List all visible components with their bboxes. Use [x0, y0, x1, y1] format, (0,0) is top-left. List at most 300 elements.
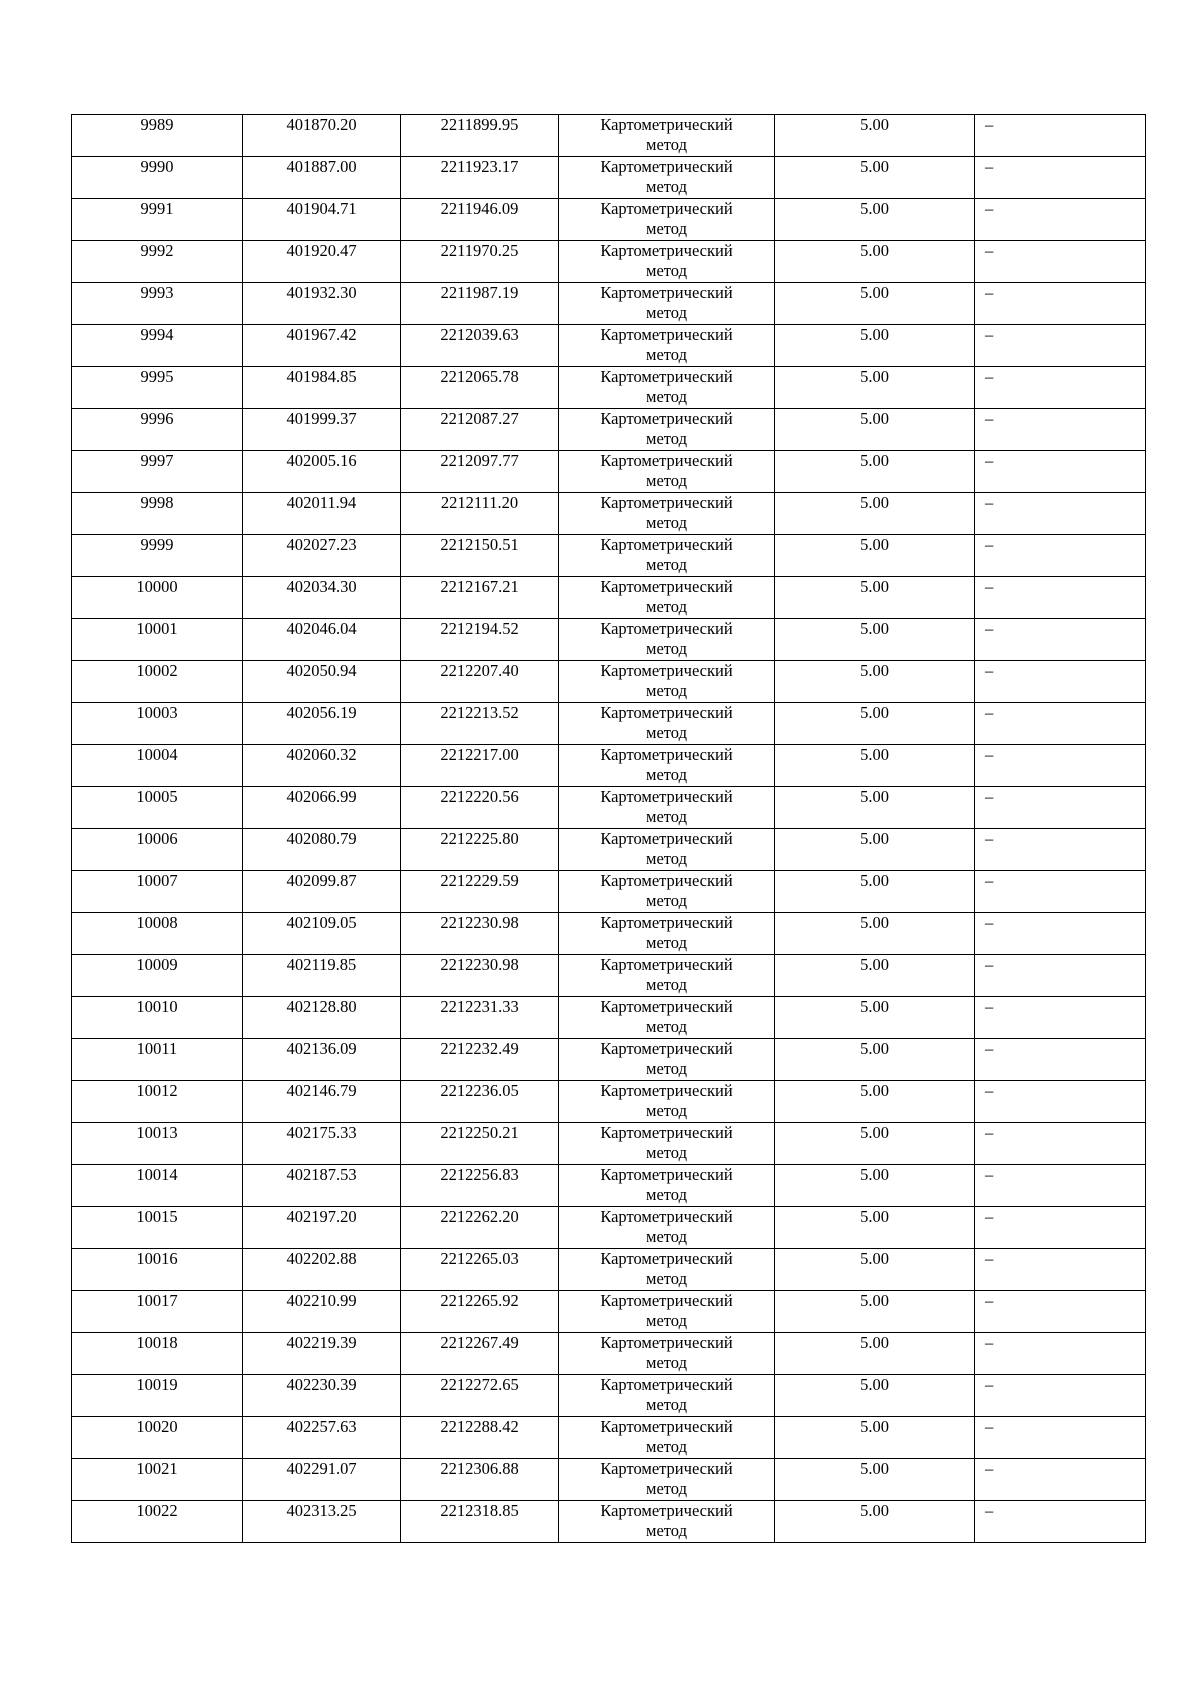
accuracy-cell: 5.00 — [775, 871, 975, 913]
x-coordinate-cell: 402050.94 — [243, 661, 401, 703]
point-number-cell: 10022 — [72, 1501, 243, 1543]
point-number-cell: 10019 — [72, 1375, 243, 1417]
method-cell — [559, 913, 775, 955]
point-number-cell: 10020 — [72, 1417, 243, 1459]
x-coordinate-cell: 402230.39 — [243, 1375, 401, 1417]
method-cell — [559, 325, 775, 367]
description-cell: – — [975, 1039, 1146, 1081]
y-coordinate-cell: 2212087.27 — [401, 409, 559, 451]
table-row — [72, 535, 1146, 577]
table-row — [72, 1207, 1146, 1249]
table-row — [72, 577, 1146, 619]
method-cell — [559, 745, 775, 787]
accuracy-cell: 5.00 — [775, 661, 975, 703]
accuracy-cell: 5.00 — [775, 535, 975, 577]
x-coordinate-cell: 402128.80 — [243, 997, 401, 1039]
x-coordinate-cell: 402056.19 — [243, 703, 401, 745]
point-number-cell: 10016 — [72, 1249, 243, 1291]
accuracy-cell: 5.00 — [775, 325, 975, 367]
y-coordinate-cell: 2211970.25 — [401, 241, 559, 283]
method-line-2: метод — [646, 387, 687, 406]
method-line-1: Картометрический — [600, 1039, 733, 1058]
y-coordinate-cell: 2211899.95 — [401, 115, 559, 157]
method-line-2: метод — [646, 1479, 687, 1498]
y-coordinate-cell: 2212318.85 — [401, 1501, 559, 1543]
description-cell: – — [975, 325, 1146, 367]
y-coordinate-cell: 2212236.05 — [401, 1081, 559, 1123]
accuracy-cell: 5.00 — [775, 1417, 975, 1459]
method-line-1: Картометрический — [600, 1165, 733, 1184]
x-coordinate-cell: 402066.99 — [243, 787, 401, 829]
table-row — [72, 493, 1146, 535]
method-line-1: Картометрический — [600, 409, 733, 428]
point-number-cell: 10010 — [72, 997, 243, 1039]
table-row — [72, 409, 1146, 451]
table-row — [72, 1165, 1146, 1207]
point-number-cell: 10015 — [72, 1207, 243, 1249]
method-line-1: Картометрический — [600, 1123, 733, 1142]
x-coordinate-cell: 402080.79 — [243, 829, 401, 871]
method-line-2: метод — [646, 219, 687, 238]
point-number-cell: 9994 — [72, 325, 243, 367]
description-cell: – — [975, 451, 1146, 493]
x-coordinate-cell: 402210.99 — [243, 1291, 401, 1333]
y-coordinate-cell: 2212262.20 — [401, 1207, 559, 1249]
method-line-2: метод — [646, 555, 687, 574]
method-line-1: Картометрический — [600, 997, 733, 1016]
table-row — [72, 199, 1146, 241]
method-line-1: Картометрический — [600, 115, 733, 134]
method-line-1: Картометрический — [600, 745, 733, 764]
accuracy-cell: 5.00 — [775, 745, 975, 787]
description-cell: – — [975, 997, 1146, 1039]
y-coordinate-cell: 2212272.65 — [401, 1375, 559, 1417]
accuracy-cell: 5.00 — [775, 1501, 975, 1543]
x-coordinate-cell: 402202.88 — [243, 1249, 401, 1291]
point-number-cell: 9995 — [72, 367, 243, 409]
y-coordinate-cell: 2212256.83 — [401, 1165, 559, 1207]
document-page — [71, 114, 1145, 1543]
method-cell — [559, 577, 775, 619]
description-cell: – — [975, 829, 1146, 871]
accuracy-cell: 5.00 — [775, 1081, 975, 1123]
method-cell — [559, 871, 775, 913]
y-coordinate-cell: 2212167.21 — [401, 577, 559, 619]
description-cell: – — [975, 577, 1146, 619]
description-cell: – — [975, 115, 1146, 157]
point-number-cell: 9999 — [72, 535, 243, 577]
method-line-2: метод — [646, 1395, 687, 1414]
y-coordinate-cell: 2211923.17 — [401, 157, 559, 199]
y-coordinate-cell: 2212194.52 — [401, 619, 559, 661]
description-cell: – — [975, 157, 1146, 199]
point-number-cell: 10011 — [72, 1039, 243, 1081]
method-cell — [559, 1375, 775, 1417]
accuracy-cell: 5.00 — [775, 367, 975, 409]
method-cell — [559, 1417, 775, 1459]
accuracy-cell: 5.00 — [775, 1291, 975, 1333]
accuracy-cell: 5.00 — [775, 787, 975, 829]
method-line-2: метод — [646, 1059, 687, 1078]
x-coordinate-cell: 402291.07 — [243, 1459, 401, 1501]
y-coordinate-cell: 2212220.56 — [401, 787, 559, 829]
method-line-2: метод — [646, 1311, 687, 1330]
point-number-cell: 10021 — [72, 1459, 243, 1501]
accuracy-cell: 5.00 — [775, 1333, 975, 1375]
method-line-1: Картометрический — [600, 157, 733, 176]
method-line-2: метод — [646, 723, 687, 742]
method-cell — [559, 955, 775, 997]
method-line-1: Картометрический — [600, 871, 733, 890]
x-coordinate-cell: 402146.79 — [243, 1081, 401, 1123]
point-number-cell: 9990 — [72, 157, 243, 199]
point-number-cell: 10001 — [72, 619, 243, 661]
table-row — [72, 1249, 1146, 1291]
table-row — [72, 955, 1146, 997]
table-row — [72, 619, 1146, 661]
table-body — [72, 115, 1146, 1543]
description-cell: – — [975, 1207, 1146, 1249]
method-line-2: метод — [646, 1521, 687, 1540]
table-row — [72, 1501, 1146, 1543]
method-line-2: метод — [646, 471, 687, 490]
y-coordinate-cell: 2212039.63 — [401, 325, 559, 367]
y-coordinate-cell: 2212250.21 — [401, 1123, 559, 1165]
point-number-cell: 9993 — [72, 283, 243, 325]
description-cell: – — [975, 241, 1146, 283]
table-row — [72, 115, 1146, 157]
method-line-1: Картометрический — [600, 535, 733, 554]
method-line-2: метод — [646, 1227, 687, 1246]
accuracy-cell: 5.00 — [775, 1249, 975, 1291]
table-row — [72, 157, 1146, 199]
accuracy-cell: 5.00 — [775, 619, 975, 661]
coordinates-table — [71, 114, 1146, 1543]
description-cell: – — [975, 367, 1146, 409]
method-line-2: метод — [646, 681, 687, 700]
table-row — [72, 1333, 1146, 1375]
method-cell — [559, 703, 775, 745]
y-coordinate-cell: 2212229.59 — [401, 871, 559, 913]
method-line-2: метод — [646, 1437, 687, 1456]
y-coordinate-cell: 2212306.88 — [401, 1459, 559, 1501]
description-cell: – — [975, 409, 1146, 451]
method-line-2: метод — [646, 177, 687, 196]
method-line-2: метод — [646, 933, 687, 952]
method-cell — [559, 1291, 775, 1333]
description-cell: – — [975, 1123, 1146, 1165]
y-coordinate-cell: 2212231.33 — [401, 997, 559, 1039]
point-number-cell: 9996 — [72, 409, 243, 451]
method-cell — [559, 1459, 775, 1501]
method-line-2: метод — [646, 135, 687, 154]
method-line-2: метод — [646, 639, 687, 658]
table-row — [72, 787, 1146, 829]
method-line-2: метод — [646, 429, 687, 448]
table-row — [72, 367, 1146, 409]
method-cell — [559, 1081, 775, 1123]
accuracy-cell: 5.00 — [775, 829, 975, 871]
y-coordinate-cell: 2212230.98 — [401, 913, 559, 955]
method-cell — [559, 367, 775, 409]
table-row — [72, 1123, 1146, 1165]
accuracy-cell: 5.00 — [775, 1375, 975, 1417]
method-line-1: Картометрический — [600, 577, 733, 596]
x-coordinate-cell: 402034.30 — [243, 577, 401, 619]
x-coordinate-cell: 402027.23 — [243, 535, 401, 577]
method-line-2: метод — [646, 345, 687, 364]
description-cell: – — [975, 1417, 1146, 1459]
description-cell: – — [975, 955, 1146, 997]
accuracy-cell: 5.00 — [775, 157, 975, 199]
x-coordinate-cell: 402060.32 — [243, 745, 401, 787]
x-coordinate-cell: 402257.63 — [243, 1417, 401, 1459]
description-cell: – — [975, 1501, 1146, 1543]
method-line-1: Картометрический — [600, 283, 733, 302]
point-number-cell: 10018 — [72, 1333, 243, 1375]
description-cell: – — [975, 1375, 1146, 1417]
point-number-cell: 9989 — [72, 115, 243, 157]
table-row — [72, 325, 1146, 367]
method-cell — [559, 1165, 775, 1207]
y-coordinate-cell: 2212267.49 — [401, 1333, 559, 1375]
method-line-2: метод — [646, 849, 687, 868]
accuracy-cell: 5.00 — [775, 1207, 975, 1249]
method-line-1: Картометрический — [600, 199, 733, 218]
x-coordinate-cell: 401904.71 — [243, 199, 401, 241]
point-number-cell: 10017 — [72, 1291, 243, 1333]
accuracy-cell: 5.00 — [775, 955, 975, 997]
y-coordinate-cell: 2212217.00 — [401, 745, 559, 787]
accuracy-cell: 5.00 — [775, 409, 975, 451]
method-line-2: метод — [646, 261, 687, 280]
method-line-1: Картометрический — [600, 661, 733, 680]
method-line-2: метод — [646, 303, 687, 322]
point-number-cell: 10007 — [72, 871, 243, 913]
x-coordinate-cell: 402197.20 — [243, 1207, 401, 1249]
description-cell: – — [975, 1291, 1146, 1333]
y-coordinate-cell: 2212225.80 — [401, 829, 559, 871]
y-coordinate-cell: 2212213.52 — [401, 703, 559, 745]
method-cell — [559, 451, 775, 493]
x-coordinate-cell: 401932.30 — [243, 283, 401, 325]
description-cell: – — [975, 703, 1146, 745]
accuracy-cell: 5.00 — [775, 199, 975, 241]
point-number-cell: 9998 — [72, 493, 243, 535]
accuracy-cell: 5.00 — [775, 283, 975, 325]
method-line-1: Картометрический — [600, 451, 733, 470]
y-coordinate-cell: 2212097.77 — [401, 451, 559, 493]
method-line-1: Картометрический — [600, 913, 733, 932]
point-number-cell: 10002 — [72, 661, 243, 703]
method-cell — [559, 1207, 775, 1249]
method-line-1: Картометрический — [600, 619, 733, 638]
x-coordinate-cell: 402011.94 — [243, 493, 401, 535]
y-coordinate-cell: 2212265.92 — [401, 1291, 559, 1333]
x-coordinate-cell: 402109.05 — [243, 913, 401, 955]
table-row — [72, 871, 1146, 913]
accuracy-cell: 5.00 — [775, 577, 975, 619]
method-cell — [559, 283, 775, 325]
description-cell: – — [975, 1333, 1146, 1375]
accuracy-cell: 5.00 — [775, 241, 975, 283]
description-cell: – — [975, 493, 1146, 535]
y-coordinate-cell: 2212232.49 — [401, 1039, 559, 1081]
accuracy-cell: 5.00 — [775, 1039, 975, 1081]
method-cell — [559, 1501, 775, 1543]
method-line-2: метод — [646, 1143, 687, 1162]
description-cell: – — [975, 283, 1146, 325]
method-cell — [559, 535, 775, 577]
method-line-1: Картометрический — [600, 325, 733, 344]
table-row — [72, 1459, 1146, 1501]
method-line-1: Картометрический — [600, 1417, 733, 1436]
description-cell: – — [975, 1081, 1146, 1123]
description-cell: – — [975, 745, 1146, 787]
method-line-1: Картометрический — [600, 1501, 733, 1520]
point-number-cell: 9991 — [72, 199, 243, 241]
accuracy-cell: 5.00 — [775, 703, 975, 745]
point-number-cell: 10006 — [72, 829, 243, 871]
x-coordinate-cell: 401984.85 — [243, 367, 401, 409]
method-cell — [559, 619, 775, 661]
method-cell — [559, 997, 775, 1039]
point-number-cell: 9997 — [72, 451, 243, 493]
method-cell — [559, 1333, 775, 1375]
x-coordinate-cell: 402175.33 — [243, 1123, 401, 1165]
x-coordinate-cell: 402046.04 — [243, 619, 401, 661]
x-coordinate-cell: 401920.47 — [243, 241, 401, 283]
table-row — [72, 1081, 1146, 1123]
point-number-cell: 10005 — [72, 787, 243, 829]
method-cell — [559, 199, 775, 241]
method-cell — [559, 1249, 775, 1291]
method-cell — [559, 241, 775, 283]
method-cell — [559, 787, 775, 829]
y-coordinate-cell: 2212230.98 — [401, 955, 559, 997]
x-coordinate-cell: 402313.25 — [243, 1501, 401, 1543]
method-line-1: Картометрический — [600, 1081, 733, 1100]
table-row — [72, 1417, 1146, 1459]
x-coordinate-cell: 401870.20 — [243, 115, 401, 157]
y-coordinate-cell: 2212065.78 — [401, 367, 559, 409]
x-coordinate-cell: 402099.87 — [243, 871, 401, 913]
method-line-2: метод — [646, 975, 687, 994]
x-coordinate-cell: 402005.16 — [243, 451, 401, 493]
method-line-1: Картометрический — [600, 1459, 733, 1478]
table-row — [72, 1375, 1146, 1417]
method-line-1: Картометрический — [600, 703, 733, 722]
method-cell — [559, 409, 775, 451]
accuracy-cell: 5.00 — [775, 1123, 975, 1165]
point-number-cell: 10012 — [72, 1081, 243, 1123]
x-coordinate-cell: 402187.53 — [243, 1165, 401, 1207]
table-row — [72, 241, 1146, 283]
point-number-cell: 10013 — [72, 1123, 243, 1165]
x-coordinate-cell: 402119.85 — [243, 955, 401, 997]
point-number-cell: 9992 — [72, 241, 243, 283]
method-line-2: метод — [646, 765, 687, 784]
method-line-1: Картометрический — [600, 1207, 733, 1226]
x-coordinate-cell: 401887.00 — [243, 157, 401, 199]
method-line-1: Картометрический — [600, 829, 733, 848]
point-number-cell: 10004 — [72, 745, 243, 787]
table-row — [72, 745, 1146, 787]
method-line-2: метод — [646, 807, 687, 826]
x-coordinate-cell: 402136.09 — [243, 1039, 401, 1081]
description-cell: – — [975, 787, 1146, 829]
method-line-2: метод — [646, 1185, 687, 1204]
description-cell: – — [975, 619, 1146, 661]
method-line-2: метод — [646, 513, 687, 532]
method-line-2: метод — [646, 1353, 687, 1372]
point-number-cell: 10000 — [72, 577, 243, 619]
point-number-cell: 10008 — [72, 913, 243, 955]
method-line-2: метод — [646, 597, 687, 616]
y-coordinate-cell: 2212288.42 — [401, 1417, 559, 1459]
method-line-1: Картометрический — [600, 367, 733, 386]
point-number-cell: 10003 — [72, 703, 243, 745]
table-row — [72, 1291, 1146, 1333]
accuracy-cell: 5.00 — [775, 1459, 975, 1501]
method-cell — [559, 829, 775, 871]
method-line-2: метод — [646, 891, 687, 910]
table-row — [72, 829, 1146, 871]
x-coordinate-cell: 402219.39 — [243, 1333, 401, 1375]
x-coordinate-cell: 401999.37 — [243, 409, 401, 451]
method-line-1: Картометрический — [600, 1291, 733, 1310]
accuracy-cell: 5.00 — [775, 451, 975, 493]
description-cell: – — [975, 1459, 1146, 1501]
method-line-1: Картометрический — [600, 955, 733, 974]
method-line-1: Картометрический — [600, 1249, 733, 1268]
x-coordinate-cell: 401967.42 — [243, 325, 401, 367]
y-coordinate-cell: 2211987.19 — [401, 283, 559, 325]
method-cell — [559, 1039, 775, 1081]
table-row — [72, 913, 1146, 955]
table-row — [72, 1039, 1146, 1081]
y-coordinate-cell: 2212150.51 — [401, 535, 559, 577]
accuracy-cell: 5.00 — [775, 115, 975, 157]
y-coordinate-cell: 2212265.03 — [401, 1249, 559, 1291]
y-coordinate-cell: 2212207.40 — [401, 661, 559, 703]
method-line-2: метод — [646, 1017, 687, 1036]
point-number-cell: 10014 — [72, 1165, 243, 1207]
method-cell — [559, 1123, 775, 1165]
accuracy-cell: 5.00 — [775, 1165, 975, 1207]
method-cell — [559, 157, 775, 199]
accuracy-cell: 5.00 — [775, 913, 975, 955]
table-row — [72, 997, 1146, 1039]
description-cell: – — [975, 535, 1146, 577]
accuracy-cell: 5.00 — [775, 997, 975, 1039]
method-line-1: Картометрический — [600, 1333, 733, 1352]
method-line-1: Картометрический — [600, 493, 733, 512]
y-coordinate-cell: 2212111.20 — [401, 493, 559, 535]
method-cell — [559, 493, 775, 535]
table-row — [72, 661, 1146, 703]
description-cell: – — [975, 1249, 1146, 1291]
method-line-1: Картометрический — [600, 241, 733, 260]
y-coordinate-cell: 2211946.09 — [401, 199, 559, 241]
description-cell: – — [975, 199, 1146, 241]
table-row — [72, 283, 1146, 325]
method-cell — [559, 115, 775, 157]
point-number-cell: 10009 — [72, 955, 243, 997]
description-cell: – — [975, 661, 1146, 703]
method-line-2: метод — [646, 1101, 687, 1120]
accuracy-cell: 5.00 — [775, 493, 975, 535]
